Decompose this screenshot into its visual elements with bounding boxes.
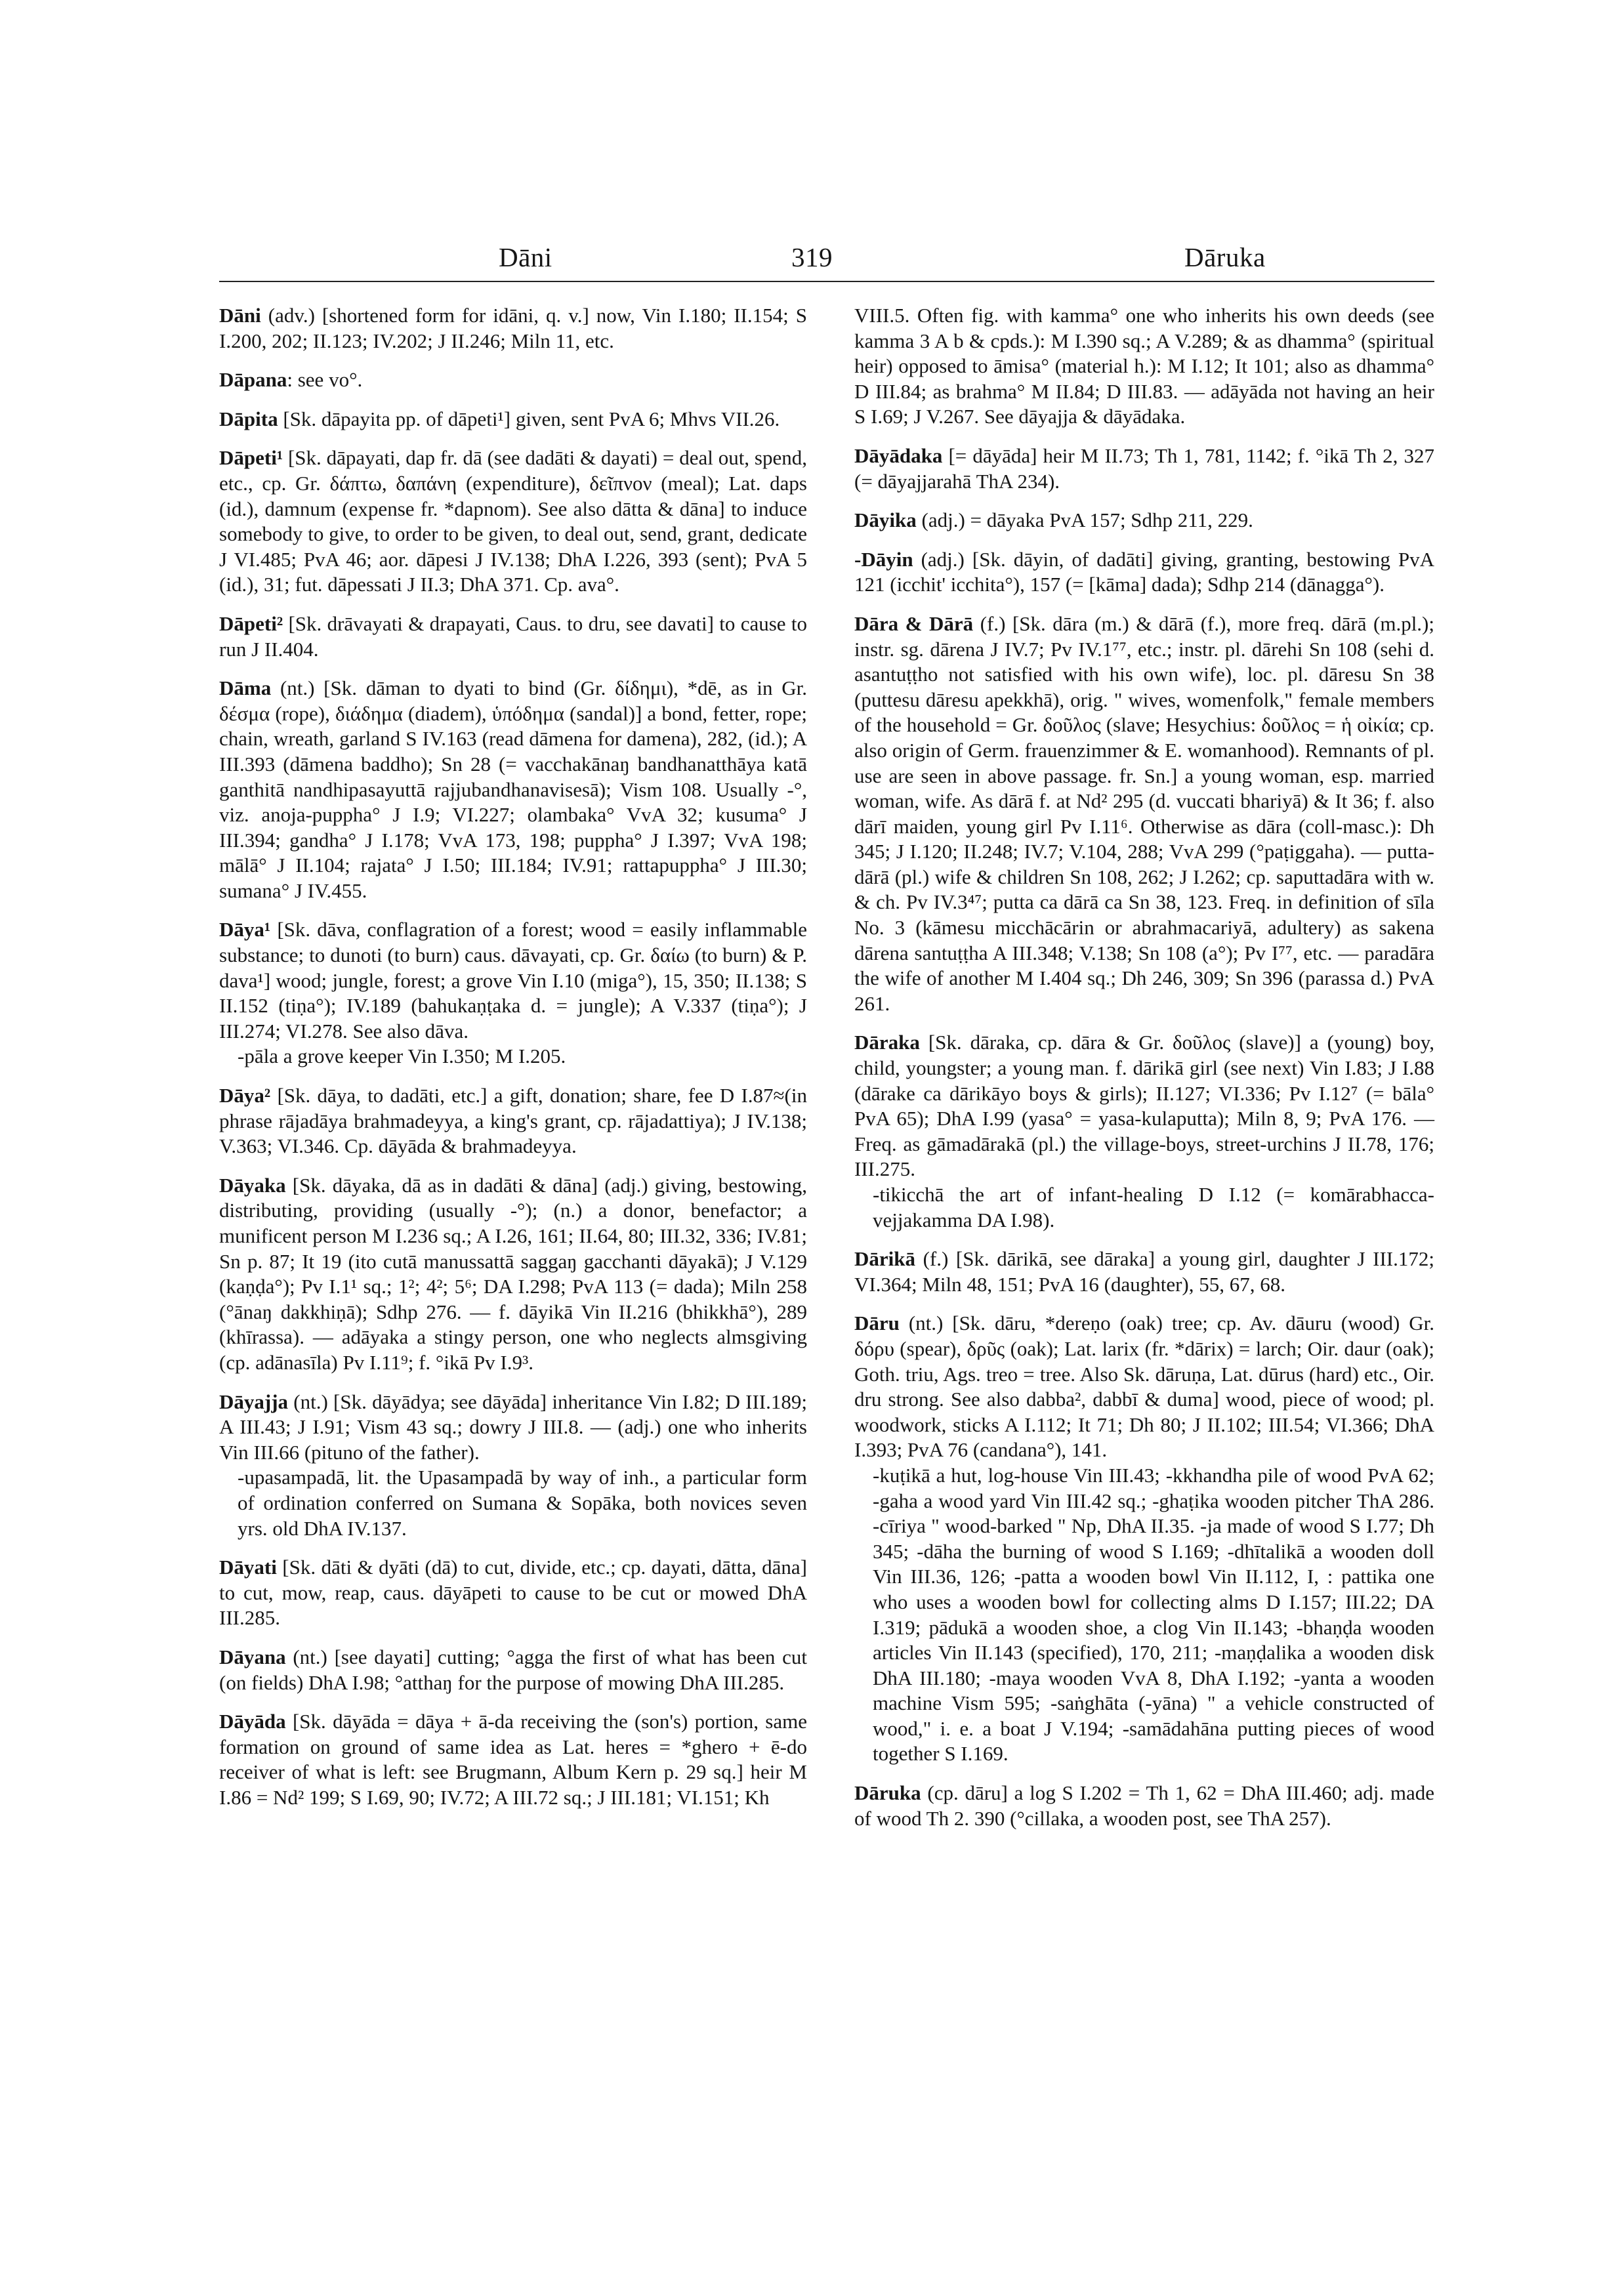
entry-definition: [Sk. dāyāda = dāya + ā-da receiving the (son's) portion, same formation on ground of same idea as Lat. heres = *ghero + ē-do receiver of what is left: see Brugmann, Album Kern p. 29 sq.] heir M I.86 = Nd² 199; S I.69, 90; IV.72; A III.72 sq.; J III.181; VI.151; Kh [219, 1710, 807, 1809]
entry-definition: [Sk. dāyaka, dā as in dadāti & dāna] (adj.) giving, bestowing, distributing, providing (usually -°); (n.) a donor, benefactor; a munificent person M I.236 sq.; A I.26, 161; II.64, 80; III.32, 336; IV.81; Sn p. 87; It 19 (ito cutā manussattā saggaŋ gacchanti dāyakā); J V.129 (kaṇḍa°); Pv I.1¹ sq.; 1²; 4²; 5⁶; DA I.298; PvA 113 (= dada); Miln 258 (°ānaŋ dakkhiṇā); Sdhp 276. — f. dāyikā Vin II.216 (bhikkhā°), 289 (khīrassa). — adāyaka a stingy person, one who neglects almsgiving (cp. adānasīla) Pv I.11⁹; f. °ikā Pv I.9³. [219, 1173, 807, 1374]
dictionary-entry [854, 611, 1434, 1017]
running-head-right: Dāruka [1184, 242, 1266, 272]
entry-headword: Dāni [219, 304, 261, 327]
entry-headword: Dāpeti² [219, 611, 283, 635]
entry-subentry: -tikicchā the art of infant-healing D I.12 (= komārabhacca-vejjakamma DA I.98). [873, 1183, 1434, 1231]
dictionary-entry [854, 508, 1434, 533]
entry-definition: [Sk. dāpayita pp. of dāpeti¹] given, sent PvA 6; Mhvs VII.26. [278, 407, 780, 430]
entry-headword: Dāya² [219, 1084, 271, 1107]
entry-definition: [Sk. dāva, conflagration of a forest; wood = easily inflammable substance; to dunoti (to burn) caus. dāvayati, cp. Gr. δαίω (to burn) & P. dava¹] wood; jungle, forest; a grove Vin I.10 (miga°), 15, 350; II.138; S II.152 (tiṇa°); IV.189 (bahukaṇṭaka d. = jungle); A V.337 (tiṇa°); J III.274; VI.278. See also dāva. [219, 918, 807, 1043]
entry-definition: [Sk. dāya, to dadāti, etc.] a gift, donation; share, fee D I.87≈(in phrase rājadāya brahmadeyya, a king's grant, cp. rājadattiya); J IV.138; V.363; VI.346. Cp. dāyāda & brahmadeyya. [219, 1084, 807, 1158]
entry-definition: VIII.5. Often fig. with kamma° one who inherits his own deeds (see kamma 3 A b & cpds.): M I.390 sq.; A V.289; & as dhamma° (spiritual heir) opposed to āmisa° (material h.): M I.12; It 101; also as dhamma° D III.84; as brahma° M II.84; D III.83. — adāyāda not having an heir S I.69; J V.267. See dāyajja & dāyādaka. [854, 304, 1434, 428]
entry-headword: Dārikā [854, 1247, 915, 1271]
entry-headword: Dāruka [854, 1781, 921, 1805]
entry-subentry: -pāla a grove keeper Vin I.350; M I.205. [238, 1044, 566, 1068]
entry-headword: Dāyādaka [854, 444, 943, 467]
dictionary-entry [854, 444, 1434, 494]
entry-definition: (nt.) [Sk. dāyādya; see dāyāda] inheritance Vin I.82; D III.189; A III.43; J I.91; Vism 43 sq.; dowry J III.8. — (adj.) one who inherits Vin III.66 (pituno of the father). [219, 1390, 807, 1464]
entry-headword: Dāyāda [219, 1710, 286, 1733]
dictionary-entry [854, 1781, 1434, 1831]
dictionary-entry [219, 1709, 807, 1810]
entry-definition: (adj.) = dāyaka PvA 157; Sdhp 211, 229. [916, 508, 1253, 532]
dictionary-entry [219, 367, 807, 393]
entry-subentry: -upasampadā, lit. the Upasampadā by way of inh., a particular form of ordination conferred on Sumana & Sopāka, both novices seven yrs. old DhA IV.137. [238, 1466, 807, 1540]
dictionary-entry [219, 1173, 807, 1376]
dictionary-entry [854, 1030, 1434, 1233]
dictionary-entry [219, 1645, 807, 1695]
entry-definition: (nt.) [Sk. dāman to dyati to bind (Gr. δίδημι), *dē, as in Gr. δέσμα (rope), διάδημα (diadem), ὑπόδημα (sandal)] a bond, fetter, rope; chain, wreath, garland S IV.163 (read dāmena for damena), 282, (id.); A III.393 (dāmena baddho); Sn 28 (= vacchakānaŋ bandhanatthāya katā ganthitā nandhipasayuttā rajjubandhanavisesā); Vism 108. Usually -°, viz. anoja-puppha° J I.9; VI.227; olambaka° VvA 32; kusuma° J III.394; gandha° J I.178; VvA 173, 198; puppha° J I.397; VvA 198; mālā° J II.104; rajata° J I.50; III.184; IV.91; rattapuppha° J III.30; sumana° J IV.455. [219, 676, 807, 902]
entry-definition: (nt.) [see dayati] cutting; °agga the first of what has been cut (on fields) DhA I.98; °atthaŋ for the purpose of mowing DhA III.285. [219, 1645, 807, 1694]
entry-definition: (adj.) [Sk. dāyin, of dadāti] giving, granting, bestowing PvA 121 (icchit' icchita°), 157 (= [kāma] dada); Sdhp 214 (dānagga°). [854, 547, 1434, 596]
right-column [854, 303, 1434, 1845]
dictionary-entry [219, 1390, 807, 1542]
entry-definition: [= dāyāda] heir M II.73; Th 1, 781, 1142; f. °ikā Th 2, 327 (= dāyajjarahā ThA 234). [854, 444, 1434, 493]
dictionary-entry [219, 611, 807, 662]
entry-headword: Dāpeti¹ [219, 446, 283, 470]
entry-headword: Dāpana [219, 368, 287, 392]
page-number: 319 [791, 242, 833, 272]
entry-headword: Dāya¹ [219, 918, 271, 941]
entry-headword: Dāru [854, 1312, 900, 1335]
dictionary-entry [854, 1247, 1434, 1297]
entry-definition: : see vo°. [287, 368, 363, 392]
dictionary-entry [219, 676, 807, 903]
entry-headword: Dāpita [219, 407, 278, 430]
dictionary-entry [219, 1555, 807, 1631]
entry-definition: (f.) [Sk. dāra (m.) & dārā (f.), more freq. dārā (m.pl.); instr. sg. dārena J IV.7; Pv IV.1⁷⁷, etc.; instr. pl. dārehi Sn 108 (sehi d. asantuṭṭho not satisfied with his own wife), loc. pl. dāresu Sn 38 (puttesu dāresu apekkhā), orig. " wives, womenfolk," female members of the household = Gr. δοῦλος (slave; Hesychius: δοῦλος = ἡ οἰκία; cp. also origin of Germ. frauenzimmer & E. womanhood). Remnants of pl. use are seen in above passage. fr. Sn.] a young woman, esp. married woman, wife. As dārā f. at Nd² 295 (d. vuccati bhariyā) & It 36; f. also dārī maiden, young girl Pv I.11⁶. Otherwise as dāra (coll-masc.): Dh 345; J I.120; II.248; IV.7; V.104, 288; VvA 299 (°paṭiggaha). — putta-dārā (pl.) wife & children Sn 108, 262; J I.262; cp. saputtadāra with w. & ch. Pv IV.3⁴⁷; putta ca dārā ca Sn 38, 123. Freq. in definition of sīla No. 3 (kāmesu micchācārin or abrahmacariyā, adultery) as sakena dārena santuṭṭha A III.348; V.138; Sn 108 (a°); Pv I⁷⁷, etc. — paradāra the wife of another M I.404 sq.; Dh 246, 309; Sn 396 (parassa d.) PvA 261. [854, 611, 1434, 1015]
running-head-left: Dāni [499, 242, 552, 272]
entry-headword: Dāra & Dārā [854, 611, 974, 635]
dictionary-entry [219, 1083, 807, 1159]
header-rule [219, 281, 1434, 282]
entry-headword: Dāyika [854, 508, 917, 532]
entry-definition: [Sk. drāvayati & drapayati, Caus. to dru, see davati] to cause to run J II.404. [219, 611, 807, 661]
entry-definition: [Sk. dāti & dyāti (dā) to cut, divide, etc.; cp. dayati, dātta, dāna] to cut, mow, reap, caus. dāyāpeti to cause to be cut or mowed DhA III.285. [219, 1556, 807, 1630]
entry-definition: (adv.) [shortened form for idāni, q. v.] now, Vin I.180; II.154; S I.200, 202; II.123; IV.202; J II.246; Miln 11, etc. [219, 304, 807, 352]
entry-headword: Dāyati [219, 1556, 277, 1579]
dictionary-entry [854, 303, 1434, 430]
entry-subentry: -kuṭikā a hut, log-house Vin III.43; -kkhandha pile of wood PvA 62; -gaha a wood yard Vin III.42 sq.; -ghaṭika wooden pitcher ThA 286. -cīriya " wood-barked " Np, DhA II.35. -ja made of wood S I.77; Dh 345; -dāha the burning of wood S I.169; -dhītalikā a wooden doll Vin III.36, 126; -patta a wooden bowl Vin II.112, I, : pattika one who uses a wooden bowl for collecting alms D I.157; III.22; DA I.319; pādukā a wooden shoe, a clog Vin II.143; -bhaṇḍa wooden articles Vin II.143 (specified), 170, 211; -maṇḍalika a wooden disk DhA III.180; -maya wooden VvA 8, DhA I.192; -yanta a wooden machine Vism 595; -saṅghāta (-yāna) " a vehicle constructed of wood," i. e. a boat J V.194; -samādahāna putting pieces of wood together S I.169. [873, 1463, 1434, 1766]
dictionary-entry [854, 547, 1434, 598]
entry-headword: -Dāyin [854, 547, 913, 571]
dictionary-entry [219, 407, 807, 432]
entry-headword: Dāyana [219, 1645, 286, 1668]
dictionary-entry [854, 1311, 1434, 1767]
entry-definition: (nt.) [Sk. dāru, *dereṇo (oak) tree; cp. Av. dāuru (wood) Gr. δόρυ (spear), δρῦς (oak); Lat. larix (fr. *dārix) = larch; Oir. daur (oak); Goth. triu, Ags. treo = tree. Also Sk. dāruṇa, Lat. dūrus (hard) etc., Oir. dru strong. See also dabba², dabbī & duma] wood, piece of wood; pl. woodwork, sticks A I.112; It 71; Dh 80; J II.102; III.54; VI.366; DhA I.393; PvA 76 (candana°), 141. [854, 1312, 1434, 1462]
entry-definition: [Sk. dāraka, cp. dāra & Gr. δοῦλος (slave)] a (young) boy, child, youngster; a young man. f. dārikā girl (see next) Vin I.83; J I.88 (dārake ca dārikāyo boys & girls); II.127; VI.336; Pv I.12⁷ (= bāla° PvA 65); DhA I.99 (yasa° = yasa-kulaputta); Miln 8, 9; PvA 176. — Freq. as gāmadārakā (pl.) the village-boys, street-urchins J II.78, 176; III.275. [854, 1031, 1434, 1181]
entry-definition: (cp. dāru] a log S I.202 = Th 1, 62 = DhA III.460; adj. made of wood Th 2. 390 (°cillaka, a wooden post, see ThA 257). [854, 1781, 1434, 1830]
entry-headword: Dāraka [854, 1031, 920, 1054]
entry-headword: Dāyajja [219, 1390, 289, 1413]
dictionary-entry [219, 303, 807, 354]
entry-headword: Dāma [219, 676, 272, 700]
dictionary-entry [219, 917, 807, 1069]
dictionary-entry [219, 445, 807, 598]
entry-definition: [Sk. dāpayati, dap fr. dā (see dadāti & dayati) = deal out, spend, etc., cp. Gr. δάπτω, δαπάνη (expenditure), δεῖπνον (meal); Lat. daps (id.), damnum (expense fr. *dapnom). See also dātta & dāna] to induce somebody to give, to order to be given, to deal out, send, grant, dedicate J VI.485; PvA 46; aor. dāpesi J IV.138; DhA I.226, 393 (sent); PvA 5 (id.), 31; fut. dāpessati J II.3; DhA 371. Cp. ava°. [219, 446, 807, 596]
entry-definition: (f.) [Sk. dārikā, see dāraka] a young girl, daughter J III.172; VI.364; Miln 48, 151; PvA 16 (daughter), 55, 67, 68. [854, 1247, 1434, 1296]
left-column [219, 303, 807, 1824]
entry-headword: Dāyaka [219, 1173, 286, 1197]
